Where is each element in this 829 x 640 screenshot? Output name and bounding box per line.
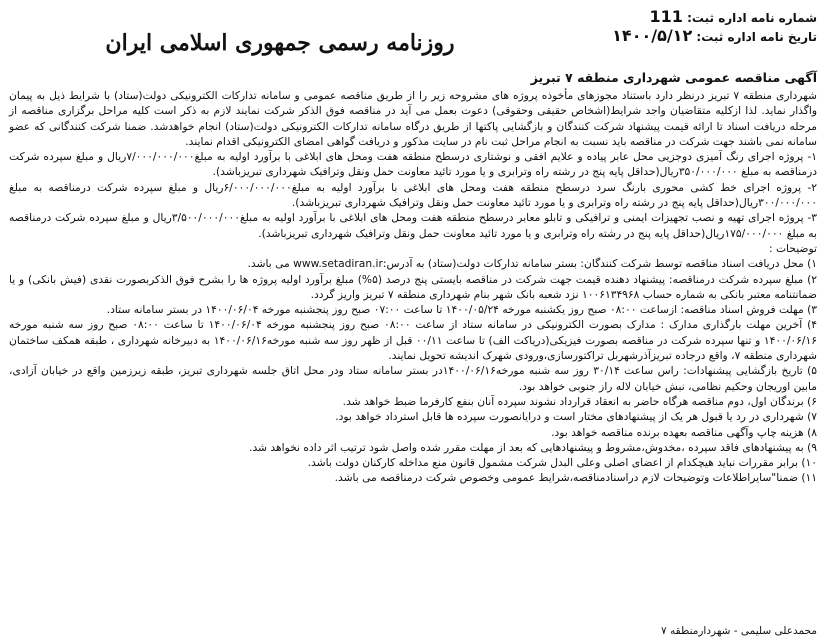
registration-number-line [612,8,817,27]
note-item: ۴) آخرین مهلت بارگذاری مدارک : مدارک بصورت الکترونیکی در سامانه ستاد از ساعت ۰۸:۰۰ صبح روز پنجشنبه مورخه ۱۴۰۰/۰۶/۰۴ تا ساعت ۰۸:۰۰ صبح روز سه شنبه مورخه ۱۴۰۰/۰۶/۱۶ و تنها سپرده شرکت در مناقصه بصورت فیزیکی(دریاکت الف) تا ساعت ۰۰/۱۱ قبل از ظهر روز سه شنبه مورخه۱۴۰۰/۰۶/۱۶ به دبیرخانه شهرداری ، طبقه همکف ساختمان شهرداری منطقه ۷، واقع درجاده تبریزآذرشهربل تراکتورسازی،ورودی شهرک اندیشه تحویل نمایند. [9,318,817,363]
registration-number-label: شماره نامه اداره ثبت: [687,11,817,25]
project-item: ۲- پروژه اجرای خط کشی محوری بارنگ سرد درسطح منطقه هفت ومحل های ابلاغی با برآورد اولیه به مبلغ۶/۰۰۰/۰۰۰/۰۰۰ریال و مبلغ سپرده شرکت درمناقصه به مبلغ ۳۰۰/۰۰۰/۰۰۰ریال(حداقل پایه پنج در رشته راه وترابری و یا مورد تائید معاونت حمل ونقل وترافیک شهرداری تبریزباشد). [9,180,817,210]
signature: محمدعلی سلیمی - شهردارمنطقه ۷ [661,625,817,637]
note-item: ۷) شهرداری در رد یا قبول هر یک از پیشنهادهای مختار است و درایانصورت سپرده ها قابل استرداد خواهد بود. [335,410,817,424]
registration-number: 111 [649,7,683,26]
note-item: ۱۰) برابر مقررات نباید هیچکدام از اعضای اصلی وعلی البدل شرکت مشمول قانون منع مداخله کارکنان دولت باشد. [307,456,817,470]
registration-date: ۱۴۰۰/۵/۱۲ [612,26,693,45]
registration-date-line [612,27,817,46]
project-item: ۳- پروژه اجرای تهیه و نصب تجهیزات ایمنی و ترافیکی و تابلو معابر درسطح منطقه هفت ومحل های ابلاغی با برآورد اولیه به مبلغ۳/۵۰۰/۰۰۰/۰۰۰ریال و مبلغ سپرده شرکت درمناقصه به مبلغ ۱۷۵/۰۰۰/۰۰۰ریال(حداقل پایه پنج در رشته راه وترابری و یا مورد تائید معاونت حمل ونقل وترافیک شهرداری تبریزباشد). [9,211,817,240]
notes-title: توضیحات : [768,241,817,255]
note-item: ۲) مبلغ سپرده شرکت درمناقصه: پیشنهاد دهنده قیمت جهت شرکت در مناقصه بایستی پنج درصد (۵%) مبلغ برآورد اولیه پروژه ها را بشرح فوق الذکربصورت نقدی (فیش بانکی) و یا ضمانتنامه معتبر بانکی به شماره حساب ۱۰۰۶۱۳۴۹۶۸ نزد شعبه بانک شهر بنام شهرداری منطقه ۷ تبریز واریز گردد. [9,272,817,301]
ad-title: آگهی مناقصه عمومی شهرداری منطقه ۷ تبریز [530,70,817,85]
note-item: ۱) محل دریافت اسناد مناقصه توسط شرکت کنندگان: بستر سامانه تدارکات دولت(ستاد) به آدرس:www.setadiran.ir می باشد. [247,257,817,271]
note-item: ۸) هزینه چاپ وآگهی مناقصه بعهده برنده مناقصه خواهد بود. [551,425,817,439]
ad-body [9,88,817,486]
gazette-title: روزنامه رسمی جمهوری اسلامی ایران [105,30,455,56]
note-item: ۳) مهلت فروش اسناد مناقصه: ازساعت ۰۸:۰۰ صبح روز یکشنبه مورخه ۱۴۰۰/۰۵/۲۴ تا ساعت ۰۷:۰۰ صبح روز پنجشنبه مورخه ۱۴۰۰/۰۶/۰۴ در بستر سامانه ستاد. [106,303,817,317]
note-item: ۵) تاریخ بازگشایی پیشنهادات: راس ساعت ۳۰/۱۴ روز سه شنبه مورخه۱۴۰۰/۰۶/۱۶در بستر سامانه ستاد ودر محل اتاق جلسه شهرداری تبریز، طبقه زیرزمین واقع در خیابان آزادی، مابین اوریجان وحکیم نظامی، نبش خیابان لاله راز جنوبی خواهد بود. [9,364,817,393]
note-item: ۶) برندگان اول، دوم مناقصه هرگاه حاضر به انعقاد قرارداد نشوند سپرده آنان بنفع کارفرما ضبط خواهد شد. [342,394,817,408]
note-item: ۱۱) ضمنا"سایراطلاعات وتوضیحات لازم دراسنادمناقصه،شرایط عمومی وخصوص شرکت درمناقصه می باشد. [334,471,817,485]
registration-date-label: تاریخ نامه اداره ثبت: [696,30,817,44]
note-item: ۹) به پیشنهادهای فاقد سپرده ،مخدوش،مشروط و پیشنهادهایی که بعد از مهلت مقرر شده واصل شود ترتیب اثر داده نخواهد شد. [249,440,817,454]
registration-info [612,8,817,46]
project-item: ۱- پروژه اجرای رنگ آمیزی دوجزیی محل عابر پیاده و علایم افقی و نوشتاری درسطح منطقه هفت ومحل های ابلاغی با برآورد اولیه به مبلغ۷/۰۰۰/۰۰۰/۰۰۰ریال و مبلغ سپرده شرکت درمناقصه به مبلغ ۳۵۰/۰۰۰/۰۰۰ریال(حداقل پایه پنج در رشته راه وترابری و یا مورد تائید معاونت حمل ونقل وترافیک شهرداری تبریزباشد). [9,150,817,179]
ad-intro: شهرداری منطقه ۷ تبریز درنظر دارد باستناد مجوزهای مأخوذه پروژه های مشروحه زیر را از طریق مناقصه عمومی و سامانه تدارکات الکترونیکی دولت(ستاد) با شرایط ذیل به پیمان واگذار نماید. لذا ازکلیه متقاضیان واجد شرایط(اشخاص حقیقی وحقوقی) دعوت بعمل می آید در مناقصه فوق الذکر شرکت نمایند لازم به ذکر است کلیه مراحل برگزاری مناقصه از مرحله دریافت اسناد تا ارائه قیمت پیشنهاد شرکت کنندگان و بازگشایی پاکتها از طریق درگاه سامانه تدارکات الکترونیکی دولت(ستاد) انجام خواهدشد. ضمنا شرکت کنندگانی که عضو سامانه نمی باشند جهت شرکت در مناقصه باید نسبت به انجام مراحل ثبت نام در سایت مذکور و دریافت گواهی امضای الکترونیکی اقدام نمایند. [9,89,817,148]
